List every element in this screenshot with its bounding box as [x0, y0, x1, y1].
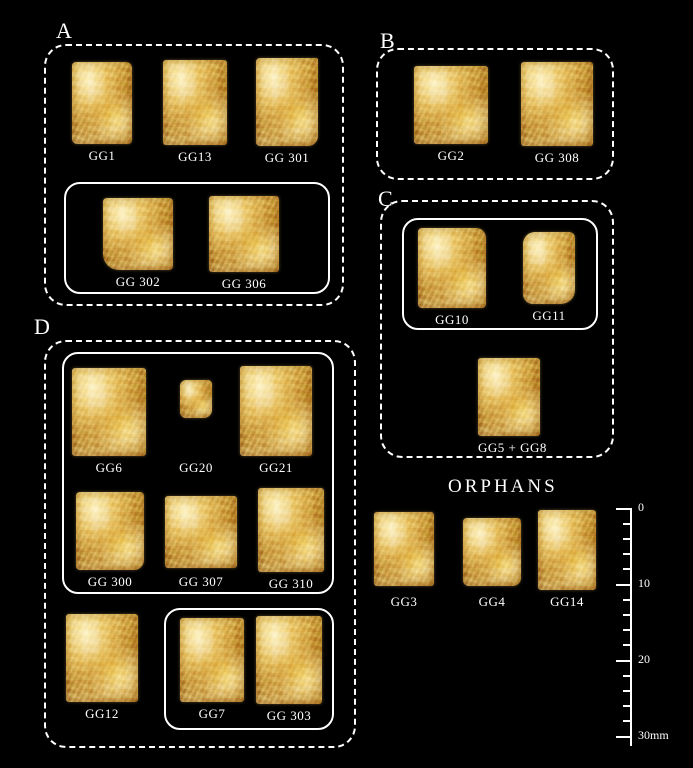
plaque-caption: GG7	[198, 706, 226, 721]
plaque-gg300[interactable]	[76, 492, 144, 589]
plaque-image	[180, 618, 244, 702]
plaque-image	[72, 62, 132, 144]
scale-tick-label: 10	[638, 576, 650, 590]
plaque-caption: GG 302	[115, 274, 161, 289]
plaque-gg306[interactable]	[209, 196, 279, 291]
plaque-image	[76, 492, 144, 570]
plaque-gg303[interactable]	[256, 616, 322, 723]
plaque-image	[374, 512, 434, 586]
plaque-gg308[interactable]	[521, 62, 593, 165]
plaque-image	[521, 62, 593, 146]
plaque-gg301[interactable]	[256, 58, 318, 165]
plaque-gg1[interactable]	[72, 62, 132, 163]
plaque-gg12[interactable]	[66, 614, 138, 721]
plaque-caption: GG21	[259, 460, 293, 475]
plaque-caption: GG4	[478, 594, 506, 609]
plaque-gg2[interactable]	[414, 66, 488, 163]
plaque-image	[523, 232, 575, 304]
scale-tick-major	[616, 736, 632, 738]
scale-tick-minor	[623, 614, 632, 616]
plaque-gg14[interactable]	[538, 510, 596, 609]
scale-tick-minor	[623, 568, 632, 570]
plaque-image	[256, 58, 318, 146]
plaque-caption: GG10	[435, 312, 469, 327]
plaque-gg3[interactable]	[374, 512, 434, 609]
plaque-image	[180, 380, 212, 418]
plaque-gg21[interactable]	[240, 366, 312, 475]
scale-tick-minor	[623, 720, 632, 722]
plaque-gg307[interactable]	[165, 496, 237, 589]
plaque-caption: GG 301	[264, 150, 310, 165]
scale-bar	[630, 500, 670, 746]
plaque-caption: GG14	[550, 594, 584, 609]
plaque-image	[478, 358, 540, 436]
group-b-label: B	[380, 28, 396, 53]
group-c-label: C	[378, 186, 394, 211]
scale-tick-minor	[623, 644, 632, 646]
plaque-gg7[interactable]	[180, 618, 244, 721]
plaque-image	[463, 518, 521, 586]
plaque-caption: GG 307	[178, 574, 224, 589]
scale-tick-minor	[623, 705, 632, 707]
group-d-label: D	[34, 314, 51, 339]
scale-axis	[630, 508, 632, 746]
plaque-image	[66, 614, 138, 702]
plaque-gg302[interactable]	[103, 198, 173, 289]
plaque-caption: GG13	[178, 149, 212, 164]
scale-tick-label: 0	[638, 500, 644, 514]
plaque-gg10[interactable]	[418, 228, 486, 327]
scale-tick-major	[616, 508, 632, 510]
scale-tick-major	[616, 584, 632, 586]
plaque-image	[256, 616, 322, 704]
plaque-gg13[interactable]	[163, 60, 227, 164]
plaque-image	[414, 66, 488, 144]
plaque-image	[72, 368, 146, 456]
plaque-caption: GG20	[179, 460, 213, 475]
plaque-image	[418, 228, 486, 308]
plaque-caption: GG5 + GG8	[478, 440, 547, 455]
plaque-caption: GG12	[85, 706, 119, 721]
plaque-gg310[interactable]	[258, 488, 324, 591]
plaque-gg11[interactable]	[523, 232, 575, 323]
plaque-caption: GG 308	[534, 150, 580, 165]
scale-tick-minor	[623, 629, 632, 631]
plaque-image	[538, 510, 596, 590]
plaque-gg4[interactable]	[463, 518, 521, 609]
orphans-title: ORPHANS	[448, 476, 558, 497]
plaque-caption: GG3	[390, 594, 418, 609]
plaque-caption: GG 303	[266, 708, 312, 723]
scale-tick-minor	[623, 523, 632, 525]
plaque-image	[103, 198, 173, 270]
group-a-label: A	[56, 18, 73, 43]
plaque-caption: GG6	[95, 460, 123, 475]
plaque-image	[165, 496, 237, 568]
scale-tick-minor	[623, 538, 632, 540]
plaque-caption: GG11	[532, 308, 566, 323]
plaque-caption: GG2	[437, 148, 465, 163]
scale-tick-label: 30mm	[638, 728, 669, 742]
plaque-gg20[interactable]	[179, 380, 213, 475]
scale-tick-minor	[623, 675, 632, 677]
plaque-image	[240, 366, 312, 456]
plaque-gg6[interactable]	[72, 368, 146, 475]
plaque-caption: GG 310	[268, 576, 314, 591]
plaque-gg5-gg8[interactable]	[478, 358, 547, 455]
plaque-caption: GG1	[88, 148, 116, 163]
plaque-image	[163, 60, 227, 145]
plaque-image	[258, 488, 324, 572]
plaque-caption: GG 300	[87, 574, 133, 589]
scale-tick-minor	[623, 690, 632, 692]
scale-tick-label: 20	[638, 652, 650, 666]
plaque-caption: GG 306	[221, 276, 267, 291]
plaque-image	[209, 196, 279, 272]
scale-tick-minor	[623, 553, 632, 555]
scale-tick-major	[616, 660, 632, 662]
scale-tick-minor	[623, 599, 632, 601]
